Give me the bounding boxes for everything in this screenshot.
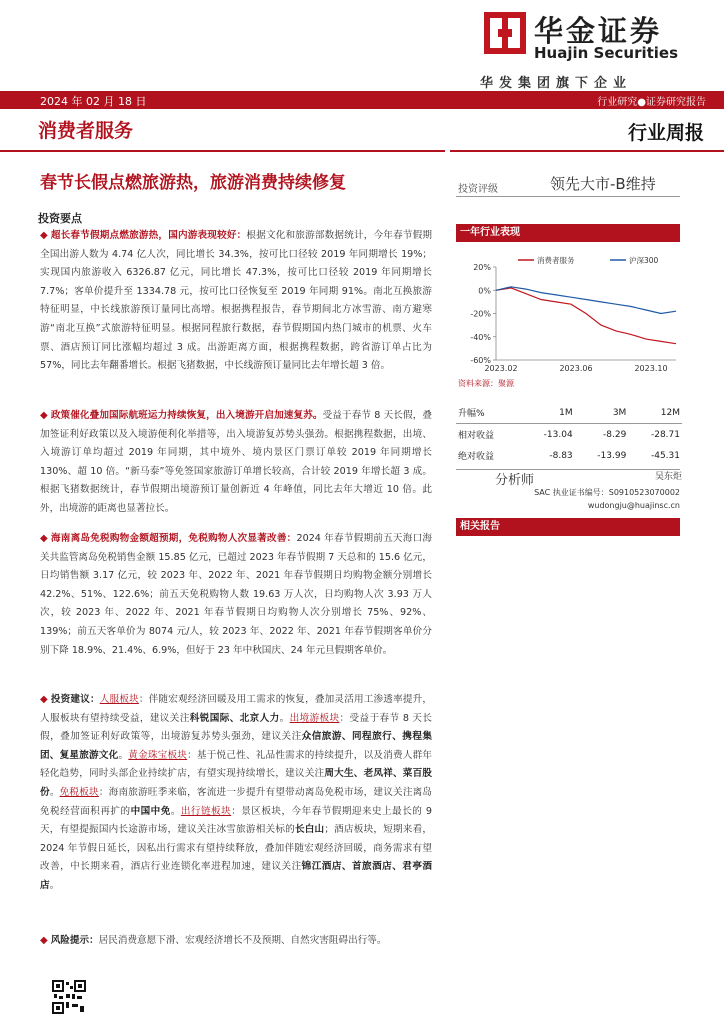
table-cell: -8.83 xyxy=(549,450,573,461)
paragraph-body: 居民消费意愿下滑、宏观经济增长不及预期、自然灾害阻碍出行等。 xyxy=(98,935,387,946)
sector-link: 免税板块 xyxy=(59,786,99,798)
sector-link: 出行链板块 xyxy=(180,805,232,817)
x-tick-label: 2023.06 xyxy=(559,364,593,373)
paragraph-body: 根据文化和旅游部数据统计，今年春节假期全国出游人数为 4.74 亿人次，同比增长 34.3%，按可比口径较 2019 年同期增长 19%；实现国内旅游收入 6326.87 亿元，同比增长 47.3%，按可比口径较 2019 年同期增长 7.7%；客单价提升至 1334.78 元，按可比口径恢复至 2019 年同期 91%。南北互换旅游特征明显，中长线旅游预订量同比高增。根据携程报告，春节期间北方冰雪游、南方避寒游“南北互换”式旅游特征明显。根据同程旅行数据，春节假期国内热门城市的机票、火车票、酒店预订同比涨幅均超过 3 成。出游距离方面，根据携程数据，跨省游订单占比为 57%，同比去年翻番增长。根据飞猪数据，中长线游预订量同比去年增长超 3 倍。 xyxy=(40,230,432,372)
related-reports-title: 相关报告 xyxy=(456,518,680,536)
paragraph-2 xyxy=(40,407,432,519)
table-header: 1M xyxy=(521,402,575,424)
diamond-bullet-icon: ◆ xyxy=(40,935,48,946)
report-type: 行业周报 xyxy=(627,122,704,144)
table-cell: -28.71 xyxy=(650,429,680,440)
divider xyxy=(450,150,724,152)
table-header-row xyxy=(456,402,682,424)
text: 。 xyxy=(49,879,60,891)
table-cell: 相对收益 xyxy=(458,431,495,441)
divider xyxy=(456,196,680,197)
key-points-title: 投资要点 xyxy=(38,212,82,225)
text: 。 xyxy=(170,805,181,817)
text: ：基于悦己性、礼品性需求的持续提升，以及消费人群年轻化趋势，同时头部企业持续扩店，有望实现持续增长，建议关注 xyxy=(40,749,433,780)
tagline: 华发集团旗下企业 xyxy=(480,76,633,91)
paragraph-head: 政策催化叠加国际航班运力持续恢复，出入境游开启加速复苏。 xyxy=(50,410,323,421)
stock-names: 中国中免 xyxy=(130,805,171,817)
x-tick-label: 2023.02 xyxy=(484,364,518,373)
paragraph-4 xyxy=(40,691,432,896)
stock-names: 科锐国际、北京人力 xyxy=(189,712,280,724)
y-tick-label: -20% xyxy=(470,309,491,319)
rating-label: 投资评级 xyxy=(458,184,498,195)
paragraph-head: 风险提示： xyxy=(50,935,99,946)
sector-link: 黄金珠宝板块 xyxy=(128,749,188,761)
series-line-1 xyxy=(496,288,676,344)
sector-link: 出境游板块 xyxy=(289,712,340,724)
paragraph-5 xyxy=(40,932,432,951)
legend-label: 沪深300 xyxy=(629,256,659,265)
text: 。 xyxy=(49,786,60,798)
y-tick-label: 0% xyxy=(478,286,491,296)
sac-number: SAC 执业证书编号：S0910523070002 xyxy=(534,488,680,497)
performance-table xyxy=(456,402,682,466)
paragraph-head: 海南离岛免税购物金额超预期，免税购物人次显著改善： xyxy=(50,533,297,544)
text: ；酒店板块，短期来看，2024 年节假日延长，因私出行需求有望持续释放，叠加伴随宏观经济回暖，商务需求有望改善，中长期来看，酒店行业连锁化率进程加速，建议关注 xyxy=(40,824,433,873)
series-line-2 xyxy=(496,287,676,314)
diamond-bullet-icon: ◆ xyxy=(40,533,48,544)
text: 。 xyxy=(279,712,290,724)
logo-en: Huajin Securities xyxy=(534,44,679,62)
qr-code-icon xyxy=(52,980,86,1014)
divider xyxy=(456,469,680,470)
table-header: 3M xyxy=(575,402,629,424)
table-row xyxy=(456,445,682,466)
table-cell: -13.04 xyxy=(543,429,573,440)
sector-link: 人服板块 xyxy=(99,694,139,705)
stock-names: 长白山 xyxy=(294,824,325,836)
analyst-label: 分析师 xyxy=(495,473,535,488)
table-row xyxy=(456,424,682,446)
logo-cn: 华金证券 xyxy=(534,14,663,48)
text: ：受益于春节 8 天长假，叠加签证利好政策等，出境游复苏势头强劲，建议关注 xyxy=(40,712,432,743)
paragraph-body: 受益于春节 8 天长假，叠加签证利好政策以及入境游便利化举措等，出入境游复苏势头强劲。根据携程数据，出境、入境游订单均超过 2019 年同期，其中境外、境内景区门票订单较 2019 年同期增长 130%、超 10 倍。“新马泰”等免签国家旅游订单增长较高，合计较 2019 年增长超 3 成。根据飞猪数据统计，春节假期出境游预订量创新近 4 年峰值，同比去年大增近 10 倍。此外，出境游的距离也显著拉长。 xyxy=(40,410,432,514)
paragraph-1 xyxy=(40,227,432,376)
paragraph-head: 投资建议： xyxy=(50,694,100,705)
stock-names: 锦江酒店、首旅酒店、君亭酒店 xyxy=(40,861,433,891)
page-title: 春节长假点燃旅游热，旅游消费持续修复 xyxy=(40,173,346,193)
x-tick-label: 2023.10 xyxy=(634,364,668,373)
stock-names: 周大生、老凤祥、菜百股份 xyxy=(40,768,433,798)
analyst-name: 吴东炬 xyxy=(654,472,682,482)
industry-performance-chart xyxy=(456,252,682,377)
y-tick-label: -60% xyxy=(470,356,491,365)
paragraph-3 xyxy=(40,530,432,660)
diamond-bullet-icon: ◆ xyxy=(40,694,48,705)
rating-value: 领先大市-B维持 xyxy=(550,175,656,193)
chart-source: 资料来源：聚源 xyxy=(458,379,514,388)
diamond-bullet-icon: ◆ xyxy=(40,410,48,421)
divider xyxy=(0,150,445,152)
table-cell: -8.29 xyxy=(603,429,627,440)
perf-section-title: 一年行业表现 xyxy=(456,224,680,242)
y-tick-label: 20% xyxy=(473,263,491,272)
paragraph-head: 超长春节假期点燃旅游热，国内游表现较好： xyxy=(50,230,247,241)
text: ：伴随宏观经济回暖及用工需求的恢复，叠加灵活用工渗透率提升，人服板块有望持续受益，建议关注 xyxy=(40,694,432,724)
report-date: 2024 年 02 月 18 日 xyxy=(40,95,147,108)
table-cell: -13.99 xyxy=(597,450,627,461)
huajin-logo-icon xyxy=(484,12,526,54)
diamond-bullet-icon: ◆ xyxy=(40,230,48,241)
table-header: 12M xyxy=(628,402,682,424)
analyst-email[interactable]: wudongju@huajinsc.cn xyxy=(587,501,680,510)
stock-names: 众信旅游、同程旅行、携程集团、复星旅游文化 xyxy=(40,731,433,761)
paragraph-body: 2024 年春节假期前五天海口海关共监管离岛免税销售金额 15.85 亿元，已超过 2023 年春节假期 7 天总和的 15.6 亿元，日均销售额 3.17 亿元，较 2023 年、2022 年、2021 年春节假期日均购物金额分别增长 42.2%、51%、122.6%；前五天免税购物人数 19.63 万人次，日均购物人次 3.93 万人次，较 2023 年、2022 年、2021 年春节假期日均购物人次分别增长 75%、92%、139%；前五天客单价为 8074 元/人，较 2023 年、2022 年、2021 年春节假期客单价分别下降 18.9%、21.4%、6.9%，但好于 23 年中秋国庆、24 年元旦假期客单价。 xyxy=(40,533,432,656)
legend-label: 消费者服务 xyxy=(537,256,575,265)
y-tick-label: -40% xyxy=(470,332,491,342)
text: 。 xyxy=(118,749,129,761)
text: ：海南旅游旺季来临，客流进一步提升有望带动离岛免税市场，建议关注离岛免税经营面积再扩的 xyxy=(40,786,433,817)
report-tag: 行业研究●证券研究报告 xyxy=(597,97,706,108)
table-header: 升幅% xyxy=(456,402,521,424)
table-cell: -45.31 xyxy=(650,450,680,461)
text: ：景区板块，今年春节假期迎来史上最长的 9 天，有望提振国内长途游市场，建议关注冰雪旅游相关标的 xyxy=(40,805,432,836)
sector-name: 消费者服务 xyxy=(38,120,134,142)
table-cell: 绝对收益 xyxy=(458,452,495,462)
